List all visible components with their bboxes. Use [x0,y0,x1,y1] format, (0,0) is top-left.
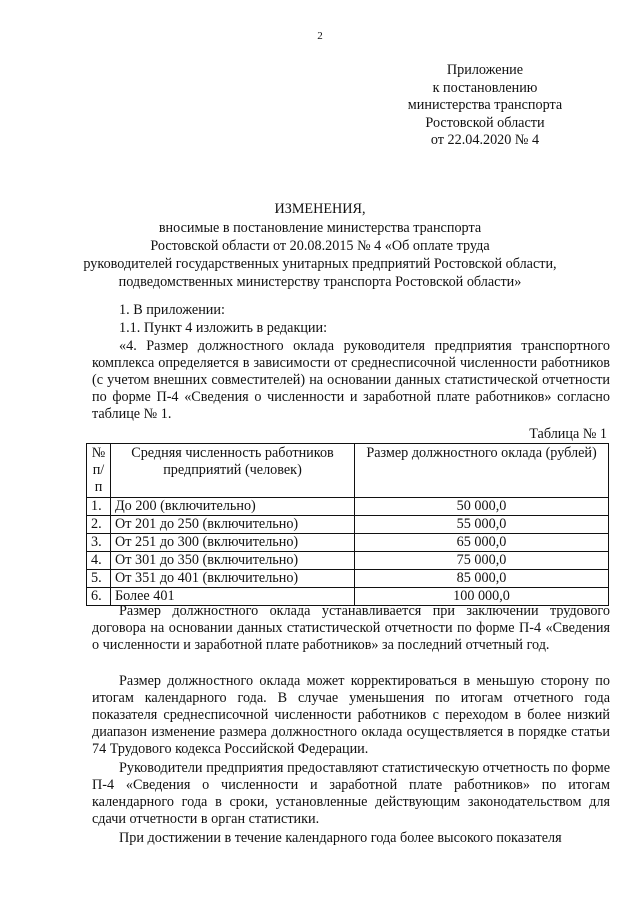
row-number: 2. [87,516,111,534]
row-number: 3. [87,534,111,552]
row-number: 6. [87,588,111,606]
table-row [87,552,609,570]
subtitle-line: руководителей государственных унитарных предприятий Ростовской области, [83,256,557,272]
row-number: 4. [87,552,111,570]
table-row [87,516,609,534]
paragraph-2: Размер должностного оклада может корректироваться в меньшую сторону по итогам календарного года. В случае уменьшения по итогам отчетного года показателя среднесписочной численности работников с переходом в более низкий диапазон изменение размера должностного оклада осуществляется в порядке статьи 74 Трудового кодекса Российской Федерации. [92,673,610,757]
subtitle-line: Ростовской области от 20.08.2015 № 4 «Об оплате труда [150,238,490,254]
row-range: От 251 до 300 (включительно) [111,534,355,552]
paragraph-1: Размер должностного оклада устанавливается при заключении трудового договора на основании данных статистической отчетности по форме П-4 «Сведения о численности и заработной плате работников» за последний отчетный год. [92,603,610,653]
document-subtitle [80,219,560,291]
header-number: № п/п [87,444,111,498]
row-salary: 65 000,0 [355,534,609,552]
annex-line: от 22.04.2020 № 4 [430,132,540,148]
row-range: От 301 до 350 (включительно) [111,552,355,570]
item-1-1: 1.1. Пункт 4 изложить в редакции: [119,320,328,336]
item-4-intro: «4. Размер должностного оклада руководителя предприятия транспортного комплекса определяется в зависимости от среднесписочной численности работников (с учетом внешних совместителей) на основании данных статистической отчетности по форме П-4 «Сведения о численности и заработной плате работников» согласно таблице № 1. [92,338,610,422]
row-range: До 200 (включительно) [111,498,355,516]
annex-block [400,62,570,150]
document-title: ИЗМЕНЕНИЯ, [274,201,366,217]
row-range: От 201 до 250 (включительно) [111,516,355,534]
table-caption: Таблица № 1 [529,426,607,442]
subtitle-line: подведомственных министерству транспорта Ростовской области» [118,274,522,290]
annex-line: Приложение [446,62,524,78]
annex-line: к постановлению [432,79,538,96]
row-number: 1. [87,498,111,516]
header-salary: Размер должностного оклада (рублей) [355,444,609,498]
paragraph-4: При достижении в течение календарного года более высокого показателя [119,830,562,846]
page-number: 2 [317,30,323,42]
row-salary: 75 000,0 [355,552,609,570]
annex-line: Ростовской области [425,114,545,131]
row-salary: 55 000,0 [355,516,609,534]
subtitle-line: вносимые в постановление министерства транспорта [158,220,482,236]
paragraph-3: Руководители предприятия предоставляют статистическую отчетность по форме П-4 «Сведения о численности и заработной плате работников» по итогам календарного года в сроки, установленные действующим законодательством для сдачи отчетности в орган статистики. [92,760,610,827]
annex-line: министерства транспорта [407,97,563,113]
header-employees: Средняя численность работников предприятий (человек) [111,444,355,498]
row-salary: 50 000,0 [355,498,609,516]
table-row [87,534,609,552]
item-1: 1. В приложении: [119,302,225,318]
row-salary: 85 000,0 [355,570,609,588]
salary-table [86,443,609,606]
row-number: 5. [87,570,111,588]
table-row [87,570,609,588]
row-range: От 351 до 401 (включительно) [111,570,355,588]
table-header-row [87,444,609,498]
table-row [87,498,609,516]
row-range: Более 401 [111,588,355,606]
row-salary: 100 000,0 [355,588,609,606]
